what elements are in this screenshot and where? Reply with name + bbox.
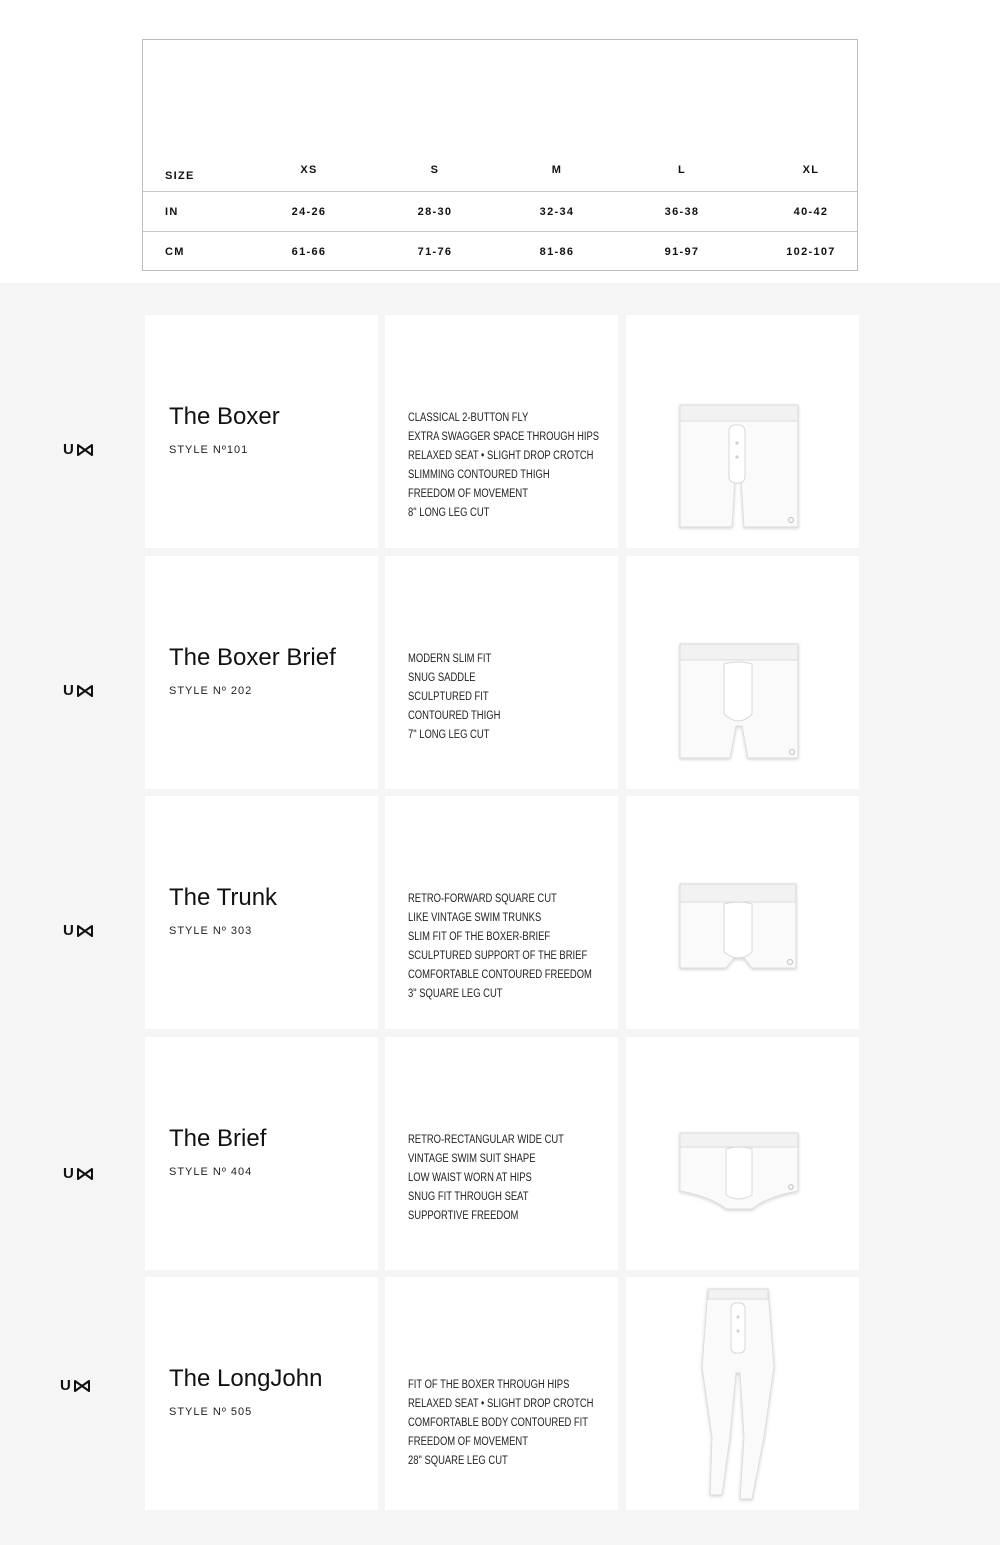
bowtie-icon [77,1168,93,1180]
brand-logo-icon [60,1377,90,1394]
style-name: The Boxer Brief [169,644,336,671]
feature-item: SUPPORTIVE FREEDOM [408,1210,519,1222]
style-name: The Boxer [169,403,280,430]
style-name-card[interactable] [145,315,378,548]
size-cell: 81-86 [539,246,575,258]
brand-logo-letter: U [63,1165,75,1182]
feature-item: CONTOURED THIGH [408,710,501,722]
size-cell: 102-107 [786,246,836,258]
size-chart-table [142,39,858,271]
brand-logo-icon [63,922,93,939]
style-name-card[interactable] [145,1037,378,1270]
size-cell: 61-66 [291,246,327,258]
bowtie-icon [74,1380,90,1392]
style-features-card [385,1277,618,1510]
style-number: STYLE Nº 505 [169,1406,253,1418]
feature-item: 8" LONG LEG CUT [408,507,490,519]
size-header-xs: XS [300,163,318,176]
brand-logo-letter: U [63,922,75,939]
feature-list [408,409,641,523]
style-name: The LongJohn [169,1365,323,1392]
size-chart-header-row [143,152,857,192]
brief-illustration [626,1037,859,1270]
feature-list [408,1131,598,1226]
feature-item: FREEDOM OF MOVEMENT [408,488,528,500]
style-row-longjohn [0,1277,1000,1510]
brand-logo-letter: U [60,1377,72,1394]
style-row-trunk [0,796,1000,1029]
size-cell: 24-26 [291,205,327,218]
feature-item: 3" SQUARE LEG CUT [408,988,503,1000]
size-chart-row-cm [143,232,857,272]
size-cell: 71-76 [417,246,453,258]
size-cell: 36-38 [664,205,700,218]
boxer-brief-image[interactable] [626,556,859,789]
brand-logo-letter: U [63,441,75,458]
style-row-boxer [0,315,1000,548]
style-row-brief [0,1037,1000,1270]
feature-item: SNUG SADDLE [408,672,476,684]
style-features-card [385,556,618,789]
size-header-label: SIZE [165,170,195,182]
feature-item: RELAXED SEAT • SLIGHT DROP CROTCH [408,450,594,462]
style-name: The Trunk [169,884,278,911]
size-chart-row-in [143,192,857,232]
boxer-shorts-illustration [626,315,859,548]
style-number: STYLE Nº 202 [169,685,253,697]
size-cell: 40-42 [793,205,829,218]
feature-item: VINTAGE SWIM SUIT SHAPE [408,1153,536,1165]
size-row-label: IN [165,205,179,218]
style-number: STYLE Nº101 [169,444,249,456]
size-header-xl: XL [802,163,820,176]
feature-item: LOW WAIST WORN AT HIPS [408,1172,532,1184]
feature-item: COMFORTABLE BODY CONTOURED FIT [408,1417,589,1429]
trunk-illustration [626,796,859,1029]
brand-logo-icon [63,1165,93,1182]
size-header-s: S [430,163,440,176]
feature-item: SLIM FIT OF THE BOXER-BRIEF [408,931,551,943]
style-name-card[interactable] [145,796,378,1029]
size-chart-section [0,0,1000,283]
size-cell: 91-97 [664,246,700,258]
feature-item: RETRO-RECTANGULAR WIDE CUT [408,1134,564,1146]
feature-item: MODERN SLIM FIT [408,653,492,665]
styles-section [0,283,1000,1545]
feature-list [408,650,521,745]
style-features-card [385,315,618,548]
longjohn-image[interactable] [626,1277,859,1510]
feature-item: FREEDOM OF MOVEMENT [408,1436,528,1448]
feature-item: 28" SQUARE LEG CUT [408,1455,508,1467]
size-cell: 32-34 [539,205,575,218]
feature-item: LIKE VINTAGE SWIM TRUNKS [408,912,542,924]
feature-item: 7" LONG LEG CUT [408,729,490,741]
trunk-image[interactable] [626,796,859,1029]
feature-item: FIT OF THE BOXER THROUGH HIPS [408,1379,570,1391]
feature-list [408,890,632,1004]
style-number: STYLE Nº 404 [169,1166,253,1178]
feature-item: CLASSICAL 2-BUTTON FLY [408,412,529,424]
bowtie-icon [77,444,93,456]
style-name-card[interactable] [145,556,378,789]
size-header-m: M [551,163,563,176]
style-row-boxer-brief [0,556,1000,789]
brand-logo-letter: U [63,682,75,699]
style-features-card [385,796,618,1029]
size-header-l: L [677,163,687,176]
feature-item: SCULPTURED SUPPORT OF THE BRIEF [408,950,588,962]
size-cell: 28-30 [417,205,453,218]
feature-item: SCULPTURED FIT [408,691,489,703]
style-features-card [385,1037,618,1270]
brief-image[interactable] [626,1037,859,1270]
feature-item: RELAXED SEAT • SLIGHT DROP CROTCH [408,1398,594,1410]
feature-item: SNUG FIT THROUGH SEAT [408,1191,529,1203]
boxer-shorts-image[interactable] [626,315,859,548]
feature-item: EXTRA SWAGGER SPACE THROUGH HIPS [408,431,600,443]
size-row-label: CM [165,246,185,258]
feature-item: RETRO-FORWARD SQUARE CUT [408,893,557,905]
feature-item: SLIMMING CONTOURED THIGH [408,469,550,481]
bowtie-icon [77,925,93,937]
style-number: STYLE Nº 303 [169,925,253,937]
feature-list [408,1376,634,1471]
boxer-brief-illustration [626,556,859,789]
feature-item: COMFORTABLE CONTOURED FREEDOM [408,969,592,981]
brand-logo-icon [63,441,93,458]
bowtie-icon [77,685,93,697]
brand-logo-icon [63,682,93,699]
style-name-card[interactable] [145,1277,378,1510]
style-name: The Brief [169,1125,267,1152]
longjohn-illustration [626,1277,859,1510]
